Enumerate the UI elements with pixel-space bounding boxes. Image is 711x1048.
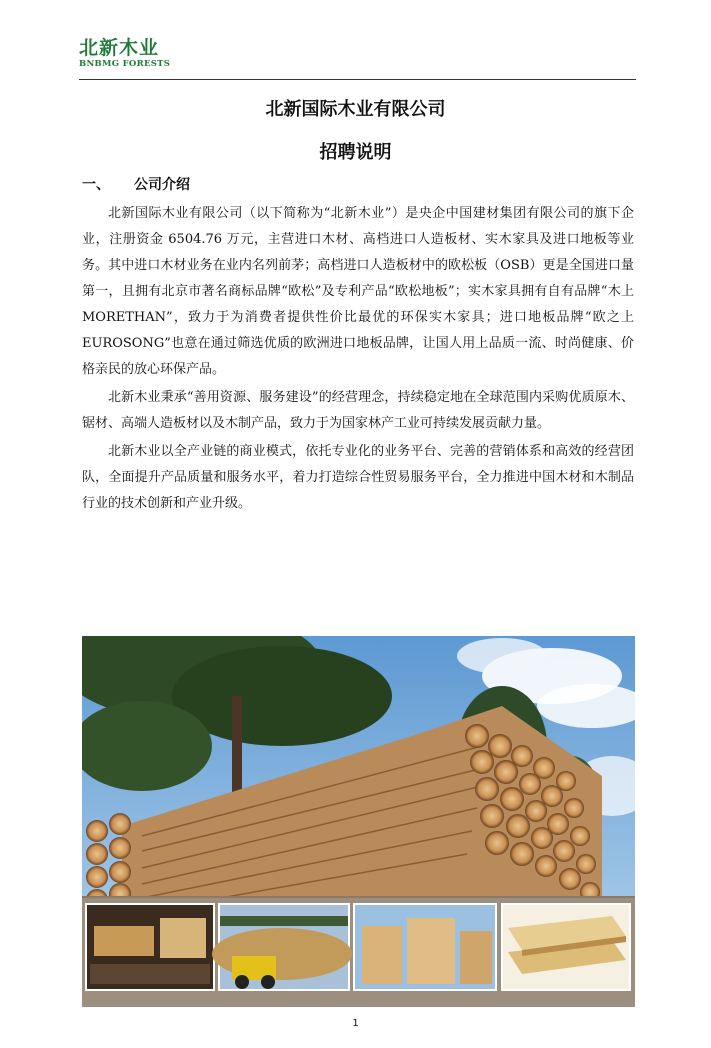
paragraph: 北新木业以全产业链的商业模式，依托专业化的业务平台、完善的营销体系和高效的经营团队，全面提升产品质量和服务水平，着力打造综合性贸易服务平台，全力推进中国木材和木制品行业的技术创新和产业升级。	[82, 444, 634, 511]
section-heading	[82, 174, 190, 194]
logo-chinese-name: 北新木业	[79, 37, 160, 59]
section-title: 公司介绍	[134, 177, 190, 193]
logo-english-name: BNBMG FORESTS	[79, 59, 171, 69]
page-number: 1	[352, 1018, 359, 1029]
section-number: 一、	[82, 177, 110, 193]
paragraph: 北新国际木业有限公司（以下简称为“北新木业”）是央企中国建材集团有限公司的旗下企业，注册资金 6504.76 万元，主营进口木材、高档进口人造板材、实木家具及进口地板等业务。其中进口木材业务在业内名列前茅；高档进口人造板材中的欧松板（OSB）更是全国进口量第一，且拥有北京市著名商标品牌“欧松”及专利产品“欧松地板”；实木家具拥有自有品牌“木上 MORETHAN”，致力于为消费者提供性价比最优的环保实木家具；进口地板品牌“欧之上 EUROSONG”也意在通过筛选优质的欧洲进口地板品牌，让国人用上品质一流、时尚健康、价格亲民的放心环保产品。	[82, 206, 634, 377]
timber-collage-illustration	[82, 636, 635, 1007]
company-intro-body	[82, 201, 634, 519]
paragraph: 北新木业秉承“善用资源、服务建设”的经营理念，持续稳定地在全球范围内采购优质原木、锯材、高端人造板材以及木制产品，致力于为国家林产工业可持续发展贡献力量。	[82, 390, 634, 431]
timber-logs-photo	[82, 636, 635, 1007]
document-subtitle: 招聘说明	[319, 142, 392, 163]
header-divider	[79, 79, 636, 80]
document-title: 北新国际木业有限公司	[265, 99, 446, 120]
company-logo	[79, 38, 170, 69]
